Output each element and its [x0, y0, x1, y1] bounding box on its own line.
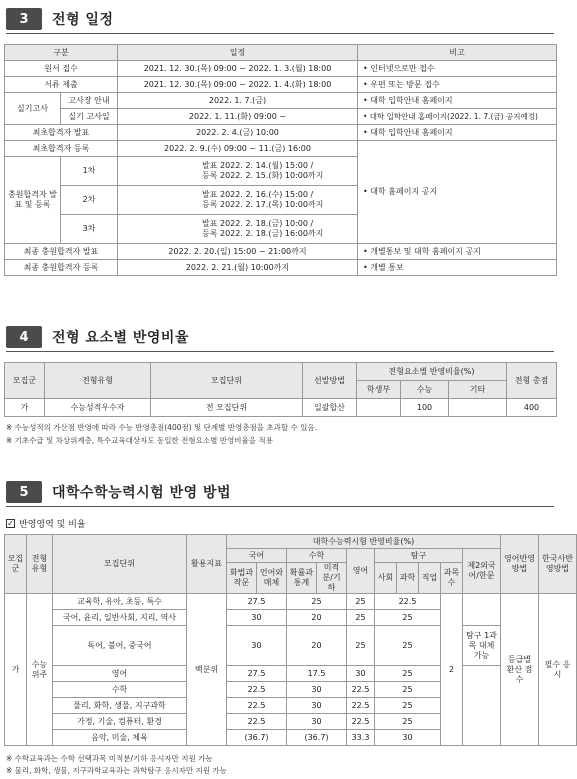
check-icon: ✓ [7, 518, 14, 528]
table-row: 가 수능성적우수자 전 모집단위 일괄합산 100 400 [5, 399, 557, 417]
table-row: 독어, 불어, 중국어 30 20 25 25 탐구 1과목 대체가능 [5, 626, 577, 666]
table-row: 3차 발표 2022. 2. 18.(금) 10:00 / 등록 2022. 2. 18.(금) 16:00까지 [5, 215, 557, 244]
table-row: 충원합격자 발표 및 등록 1차 발표 2022. 2. 14.(월) 15:00 / 등록 2022. 2. 15.(화) 10:00까지 [5, 157, 557, 186]
table-row: 최초합격자 발표 2022. 2. 4.(금) 10:00 • 대학 입학안내 홈페이지 [5, 125, 557, 141]
table-row: 실기 고사일 2022. 1. 11.(화) 09:00 ~ • 대학 입학안내 홈페이지(2022. 1. 7.(금) 공지예정) [5, 109, 557, 125]
note: ※ 물리, 화학, 생물, 지구과학교육과는 과학탐구 응시자만 지원 가능 [6, 766, 227, 775]
note: ※ 수능성적의 가산점 반영에 따라 수능 반영총점(400점) 및 단계별 반영총점을 초과할 수 있음. [6, 423, 318, 432]
table-row: 영어 27.5 17.5 30 25 [5, 666, 577, 682]
table-row: 최종 충원합격자 등록 2022. 2. 21.(월) 10:00까지 • 개별 통보 [5, 260, 557, 276]
section-3-header [6, 6, 554, 32]
section-number: 4 [6, 326, 42, 348]
section-title: 대학수학능력시험 반영 방법 [52, 485, 232, 501]
table-row: 2차 발표 2022. 2. 16.(수) 15:00 / 등록 2022. 2. 17.(목) 10:00까지 [5, 186, 557, 215]
csat-table: 모집군 전형유형 모집단위 활용지표 대학수능력시험 반영비율(%) 영어반영방법 한국사반영방법 국어 수학 영어 탐구 제2외국어/한문 화법과작문 언어와매체 확률과통계 미적분/기하 사회 과학 직업 과목수 가 수능위주 교육학, 유아, 초등, 특수 백분위 27.5 25 25 22.5 2 등급별 환산 점수 필수 응시 국어, 윤리, 일반사회, 지리, 역사 30 20 25 25 독어, 불어, 중국어 30 20 25 25 탐구 1과목 대체가능 영어 27.5 17.5 30 25 수학 22.5 30 22.5 25 물리, 화학, 생물, 지구과학 22.5 30 22.5 25 가정, 기술, 컴퓨터, 환경 22.5 30 22.5 25 음악, 미술, 체육 (36.7) (36.7) 33.3 30 [4, 534, 577, 746]
table-row: 국어, 윤리, 일반사회, 지리, 역사 30 20 25 25 [5, 610, 577, 626]
section-number: 5 [6, 481, 42, 503]
table-row: 수학 22.5 30 22.5 25 [5, 682, 577, 698]
section-5-header [6, 479, 554, 505]
table-row: 가 수능위주 교육학, 유아, 초등, 특수 백분위 27.5 25 25 22.5 2 등급별 환산 점수 필수 응시 [5, 594, 577, 610]
table-row: 원서 접수 2021. 12. 30.(목) 09:00 ~ 2022. 1. 3.(월) 18:00 • 인터넷으로만 접수 [5, 61, 557, 77]
note: ※ 수학교육과는 수학 선택과목 미적분/기하 응시자만 지원 가능 [6, 754, 213, 763]
table-row: 서류 제출 2021. 12. 30.(목) 09:00 ~ 2022. 1. 4.(화) 18:00 • 우편 또는 방문 접수 [5, 77, 557, 93]
col-header: 비고 [358, 45, 557, 61]
table-row: 최초합격자 등록 2022. 2. 9.(수) 09:00 ~ 11.(금) 16:00 • 대학 홈페이지 공지 [5, 141, 557, 157]
table-row: 가정, 기술, 컴퓨터, 환경 22.5 30 22.5 25 [5, 714, 577, 730]
table-row: 음악, 미술, 체육 (36.7) (36.7) 33.3 30 [5, 730, 577, 746]
col-header: 일정 [118, 45, 358, 61]
section-number: 3 [6, 8, 42, 30]
ratio-table: 모집군 전형유형 모집단위 선발방법 전형요소별 반영비율(%) 전형 총점 학생부 수능 기타 가 수능성적우수자 전 모집단위 일괄합산 100 400 [4, 362, 557, 417]
col-header: 구분 [5, 45, 118, 61]
table-row: 실기고사 고사장 안내 2022. 1. 7.(금) • 대학 입학안내 홈페이지 [5, 93, 557, 109]
note: ※ 기초수급 및 차상위계층, 특수교육대상자도 동일한 전형요소별 반영비율을 적용 [6, 436, 273, 445]
checkbox-label: ✓ 반영영역 및 비율 [7, 518, 86, 530]
section-4-header [6, 324, 554, 350]
table-row: 최종 충원합격자 발표 2022. 2. 20.(일) 15:00 ~ 21:00까지 • 개별통보 및 대학 홈페이지 공지 [5, 244, 557, 260]
table-row: 물리, 화학, 생물, 지구과학 22.5 30 22.5 25 [5, 698, 577, 714]
schedule-table [4, 44, 557, 276]
section-title: 전형 요소별 반영비율 [52, 330, 189, 346]
section-title: 전형 일정 [52, 12, 114, 28]
